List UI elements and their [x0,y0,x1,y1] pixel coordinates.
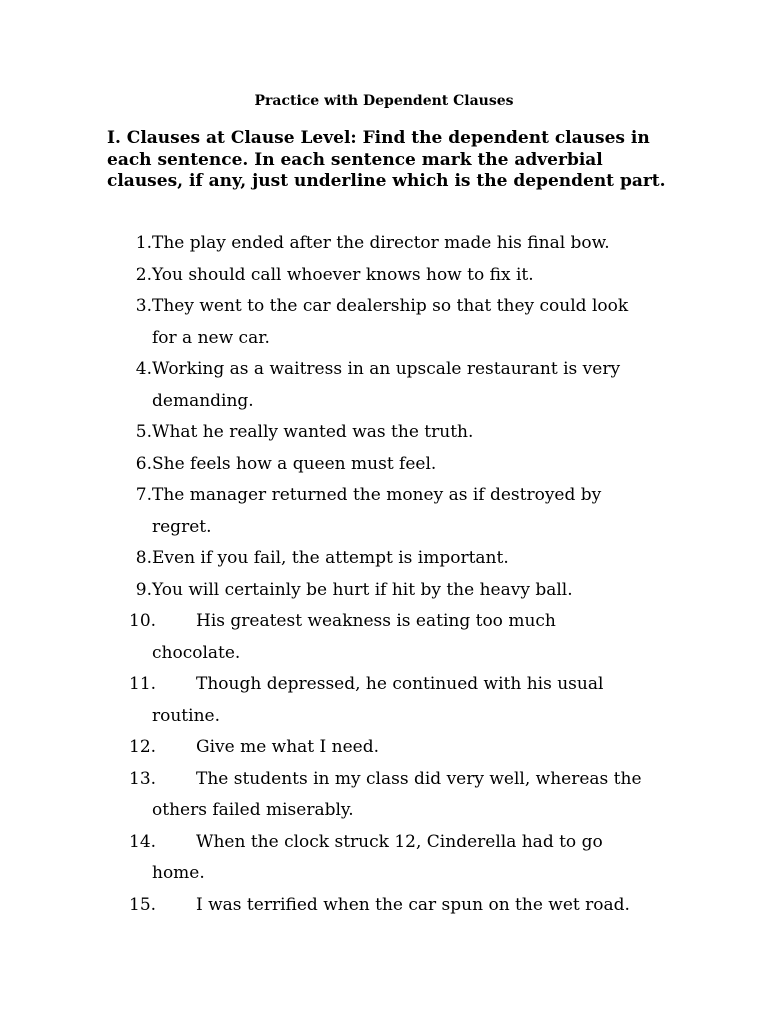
question-text-line: The manager returned the money as if destroyed by [152,485,602,505]
question-item [107,543,687,575]
question-text-line: When the clock struck 12, Cinderella had to go [196,831,603,852]
question-text-line: Working as a waitress in an upscale restaurant is very [152,359,621,379]
question-item [107,354,687,417]
question-number: 5. [135,422,152,442]
question-item [107,228,687,260]
question-number: 9. [135,579,152,600]
question-number: 12. [129,737,157,757]
question-number: 14. [129,831,157,852]
question-text [196,732,687,764]
question-number: 8. [135,548,152,568]
question-number: 10. [129,611,157,631]
question-text [152,354,687,417]
question-item [107,417,687,449]
question-text [152,260,687,292]
question-number: 6. [135,453,152,474]
question-text-line: His greatest weakness is eating too much [196,611,556,631]
question-text-line: They went to the car dealership so that they could look [152,296,629,316]
question-text-line: The students in my class did very well, whereas the [196,768,642,789]
question-text [152,575,687,607]
question-text-continuation: demanding. [152,390,254,411]
question-text [152,417,687,449]
question-number: 15. [129,894,157,915]
question-text [152,669,687,732]
question-item [107,669,687,732]
question-number: 1. [135,233,152,253]
instructions-text: I. Clauses at Clause Level: Find the dependent clauses in each sentence. In each sentence mark the adverbial clauses, if any, just underline which is the dependent part. [107,128,666,191]
question-number: 2. [135,264,152,285]
question-item [107,291,687,354]
question-item [107,764,687,827]
question-text-continuation: chocolate. [152,642,241,663]
question-number: 3. [135,296,152,316]
question-number: 4. [135,359,152,379]
question-text-line: You should call whoever knows how to fix it. [152,264,534,285]
question-text-continuation: routine. [152,705,220,726]
question-item [107,827,687,890]
question-text-line: I was terrified when the car spun on the wet road. [196,894,630,915]
question-text [152,764,687,827]
question-item [107,449,687,481]
question-item [107,260,687,292]
question-number: 13. [129,768,157,789]
question-item [107,575,687,607]
question-item [107,732,687,764]
question-text [196,890,687,922]
question-text [152,827,687,890]
question-text-continuation: for a new car. [152,327,270,348]
question-item [107,890,687,922]
question-text-line: What he really wanted was the truth. [152,422,474,442]
question-item [107,480,687,543]
question-text [152,606,687,669]
question-text [152,291,687,354]
question-text [152,543,687,575]
question-text [152,449,687,481]
question-text-line: Give me what I need. [196,737,380,757]
question-text-continuation: home. [152,863,205,883]
question-number: 7. [135,485,152,505]
question-text-continuation: others failed miserably. [152,800,354,820]
question-number: 11. [129,674,157,694]
question-item [107,606,687,669]
question-text [152,480,687,543]
question-text-line: You will certainly be hurt if hit by the heavy ball. [152,579,573,600]
question-text-line: Though depressed, he continued with his usual [196,674,604,694]
question-text-line: Even if you fail, the attempt is important. [152,548,509,568]
question-text-continuation: regret. [152,516,212,537]
question-text [152,228,687,260]
question-text-line: She feels how a queen must feel. [152,453,437,474]
question-list [107,228,687,921]
document-title: Practice with Dependent Clauses [254,93,514,109]
question-text-line: The play ended after the director made his final bow. [152,233,610,253]
